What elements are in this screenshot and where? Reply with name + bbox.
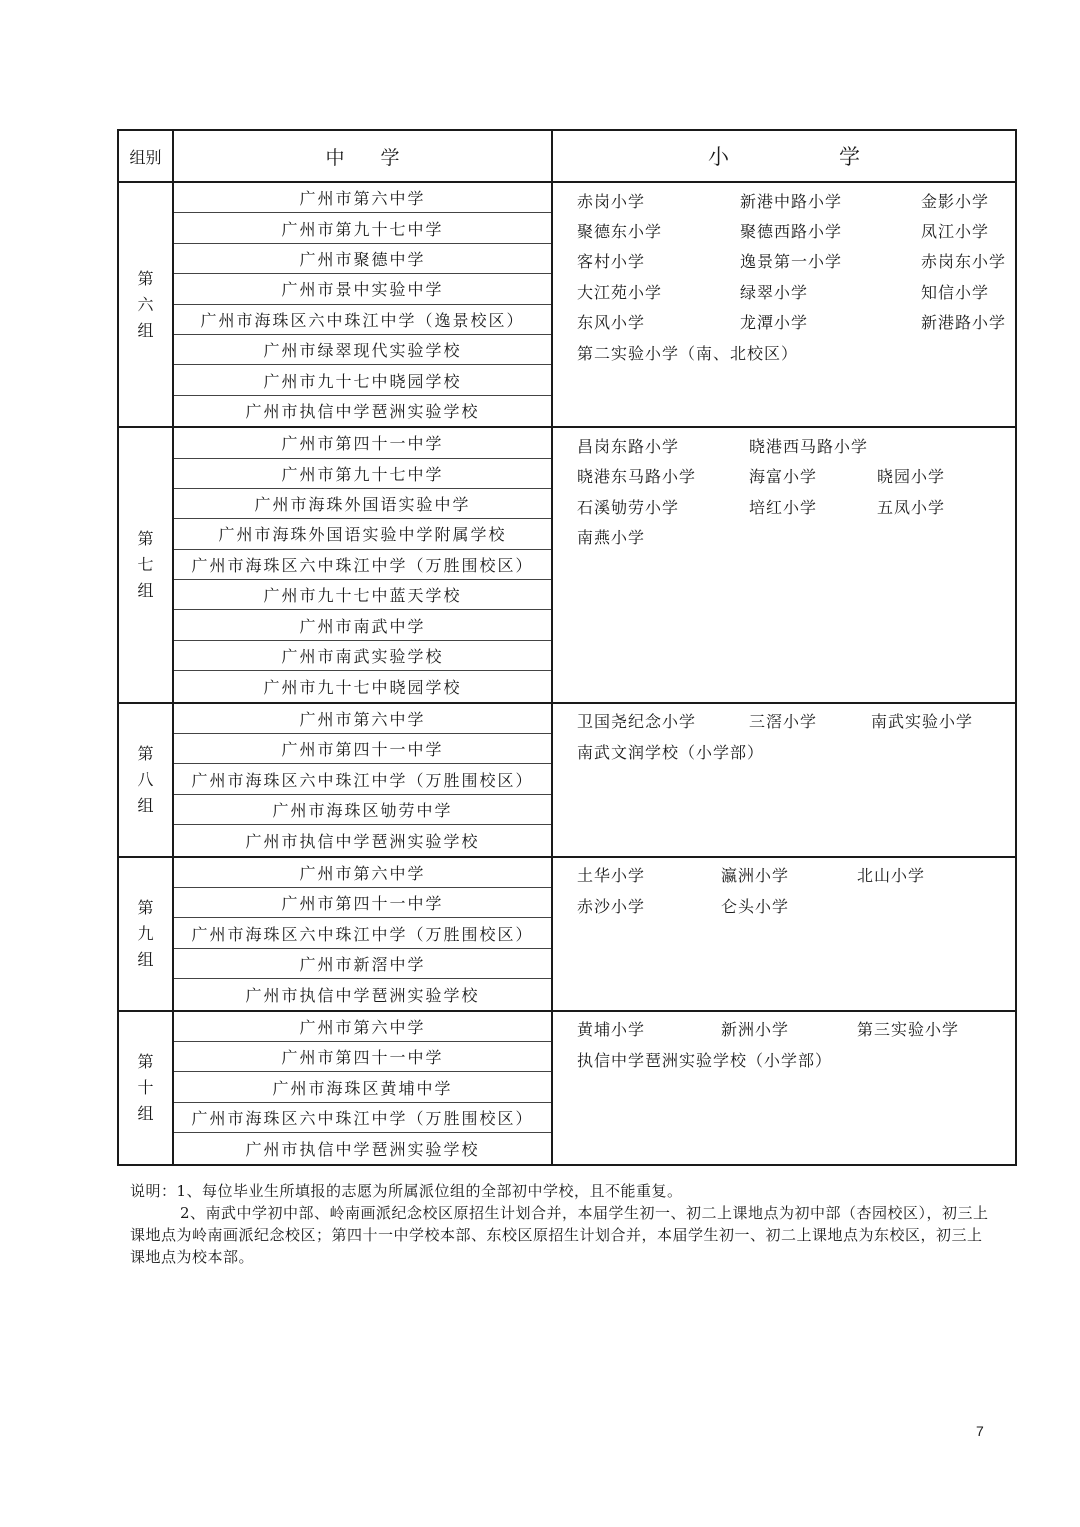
header-primary-school: 小学 — [708, 145, 970, 169]
middle-school-item: 广州市海珠区六中珠江中学（万胜围校区） — [174, 764, 551, 794]
middle-school-item: 广州市第九十七中学 — [174, 213, 551, 243]
group-label-cell — [119, 428, 174, 702]
primary-school-row — [565, 246, 1015, 276]
primary-school-item: 绿翠小学 — [740, 282, 809, 302]
primary-school-row — [565, 1014, 1015, 1044]
primary-school-item: 新港路小学 — [921, 313, 1007, 333]
primary-school-item: 第三实验小学 — [857, 1020, 960, 1040]
primary-school-item: 赤岗东小学 — [921, 252, 1007, 272]
primary-school-row — [565, 521, 1015, 551]
primary-school-item: 客村小学 — [577, 252, 646, 272]
primary-school-item: 聚德东小学 — [577, 222, 663, 242]
middle-school-item: 广州市执信中学琶洲实验学校 — [245, 402, 480, 422]
primary-school-item: 晓港东马路小学 — [577, 467, 697, 487]
primary-school-row — [565, 1044, 1015, 1074]
primary-school-list — [553, 858, 1015, 1010]
middle-school-item: 广州市第四十一中学 — [174, 428, 551, 458]
page-number: 7 — [976, 1423, 984, 1439]
primary-school-item: 黄埔小学 — [577, 1020, 646, 1040]
group-block — [119, 428, 1015, 704]
primary-school-item: 东风小学 — [577, 313, 646, 333]
middle-school-list — [174, 428, 553, 702]
primary-school-item: 逸景第一小学 — [740, 252, 843, 272]
primary-school-row — [565, 185, 1015, 215]
primary-school-row — [565, 276, 1015, 306]
primary-school-item: 仑头小学 — [721, 896, 790, 916]
middle-school-item: 广州市新滘中学 — [174, 949, 551, 979]
middle-school-item: 广州市海珠区黄埔中学 — [174, 1072, 551, 1102]
primary-school-list — [553, 1012, 1015, 1164]
primary-school-item: 三滘小学 — [749, 712, 818, 732]
group-label: 第九组 — [137, 897, 154, 969]
group-label: 第七组 — [137, 528, 154, 600]
primary-school-item: 执信中学琶洲实验学校（小学部） — [577, 1050, 833, 1070]
primary-school-row — [565, 307, 1015, 337]
primary-school-item: 第二实验小学（南、北校区） — [577, 343, 799, 363]
middle-school-item: 广州市海珠外国语实验中学附属学校 — [174, 519, 551, 549]
primary-school-row — [565, 215, 1015, 245]
middle-school-item: 广州市海珠区六中珠江中学（万胜围校区） — [174, 550, 551, 580]
group-label-cell — [119, 858, 174, 1010]
primary-school-item: 南武实验小学 — [871, 712, 974, 732]
middle-school-list — [174, 183, 553, 426]
middle-school-item: 广州市九十七中晓园学校 — [263, 677, 462, 697]
primary-school-item: 昌岗东路小学 — [577, 436, 680, 456]
note-2: 2、南武中学初中部、岭南画派纪念校区原招生计划合并，本届学生初一、初二上课地点为初中部（杏园校区），初三上课地点为岭南画派纪念校区；第四十一中学校本部、东校区原招生计划合并，本届学生初一、初二上课地点为东校区，初三上课地点为校本部。 — [130, 1204, 989, 1266]
primary-school-item: 海富小学 — [749, 467, 818, 487]
primary-school-row — [565, 491, 1015, 521]
header-group: 组别 — [119, 131, 174, 181]
primary-school-item: 新洲小学 — [721, 1020, 790, 1040]
middle-school-item: 广州市第六中学 — [174, 183, 551, 213]
primary-school-item: 新港中路小学 — [740, 191, 843, 211]
primary-school-item: 瀛洲小学 — [721, 866, 790, 886]
middle-school-item: 广州市海珠区劬劳中学 — [174, 795, 551, 825]
middle-school-item: 广州市第四十一中学 — [174, 1042, 551, 1072]
middle-school-item: 广州市绿翠现代实验学校 — [174, 335, 551, 365]
middle-school-item: 广州市南武中学 — [174, 610, 551, 640]
group-label-cell — [119, 1012, 174, 1164]
primary-school-item: 赤沙小学 — [577, 896, 646, 916]
group-label: 第八组 — [137, 743, 154, 815]
middle-school-item: 广州市海珠外国语实验中学 — [174, 489, 551, 519]
primary-school-row — [565, 860, 1015, 890]
primary-school-list — [553, 183, 1015, 426]
middle-school-item: 广州市聚德中学 — [174, 244, 551, 274]
primary-school-item: 大江苑小学 — [577, 282, 663, 302]
primary-school-row — [565, 337, 1015, 367]
primary-school-item: 赤岗小学 — [577, 191, 646, 211]
middle-school-item: 广州市执信中学琶洲实验学校 — [245, 985, 480, 1005]
group-block — [119, 858, 1015, 1012]
allocation-table — [117, 129, 1017, 1166]
middle-school-list — [174, 704, 553, 856]
primary-school-item: 晓园小学 — [877, 467, 946, 487]
middle-school-item: 广州市南武实验学校 — [174, 641, 551, 671]
primary-school-item: 金影小学 — [921, 191, 990, 211]
group-label-cell — [119, 183, 174, 426]
group-block — [119, 704, 1015, 858]
group-label-cell — [119, 704, 174, 856]
middle-school-item: 广州市第六中学 — [174, 704, 551, 734]
middle-school-item: 广州市执信中学琶洲实验学校 — [245, 831, 480, 851]
primary-school-item: 晓港西马路小学 — [749, 436, 869, 456]
primary-school-item: 知信小学 — [921, 282, 990, 302]
primary-school-item: 龙潭小学 — [740, 313, 809, 333]
primary-school-item: 土华小学 — [577, 866, 646, 886]
table-header — [119, 131, 1015, 183]
notes — [130, 1180, 990, 1268]
primary-school-row — [565, 706, 1015, 736]
primary-school-item: 培红小学 — [749, 497, 818, 517]
primary-school-item: 卫国尧纪念小学 — [577, 712, 697, 732]
middle-school-item: 广州市景中实验中学 — [174, 274, 551, 304]
primary-school-row — [565, 430, 1015, 460]
primary-school-row — [565, 461, 1015, 491]
primary-school-item: 凤江小学 — [921, 222, 990, 242]
group-block — [119, 1012, 1015, 1164]
primary-school-item: 聚德西路小学 — [740, 222, 843, 242]
middle-school-item: 广州市九十七中晓园学校 — [174, 365, 551, 395]
middle-school-item: 广州市第四十一中学 — [174, 734, 551, 764]
primary-school-list — [553, 704, 1015, 856]
middle-school-item: 广州市第六中学 — [174, 858, 551, 888]
primary-school-item: 南武文润学校（小学部） — [577, 742, 765, 762]
middle-school-item: 广州市海珠区六中珠江中学（万胜围校区） — [174, 1103, 551, 1133]
primary-school-list — [553, 428, 1015, 702]
middle-school-item: 广州市九十七中蓝天学校 — [174, 580, 551, 610]
primary-school-item: 南燕小学 — [577, 527, 646, 547]
middle-school-item: 广州市海珠区六中珠江中学（逸景校区） — [174, 305, 551, 335]
group-block — [119, 183, 1015, 428]
middle-school-list — [174, 858, 553, 1010]
middle-school-item: 广州市第六中学 — [174, 1012, 551, 1042]
group-label: 第十组 — [137, 1051, 154, 1123]
primary-school-row — [565, 736, 1015, 766]
middle-school-item: 广州市第九十七中学 — [174, 459, 551, 489]
middle-school-item: 广州市第四十一中学 — [174, 888, 551, 918]
middle-school-item: 广州市执信中学琶洲实验学校 — [245, 1139, 480, 1159]
note-1: 说明：1、每位毕业生所填报的志愿为所属派位组的全部初中学校，且不能重复。 — [130, 1182, 683, 1200]
middle-school-list — [174, 1012, 553, 1164]
primary-school-item: 北山小学 — [857, 866, 926, 886]
primary-school-item: 石溪劬劳小学 — [577, 497, 680, 517]
primary-school-row — [565, 890, 1015, 920]
group-label: 第六组 — [137, 268, 154, 340]
header-middle-school: 中学 — [174, 131, 553, 181]
primary-school-item: 五凤小学 — [877, 497, 946, 517]
middle-school-item: 广州市海珠区六中珠江中学（万胜围校区） — [174, 918, 551, 948]
